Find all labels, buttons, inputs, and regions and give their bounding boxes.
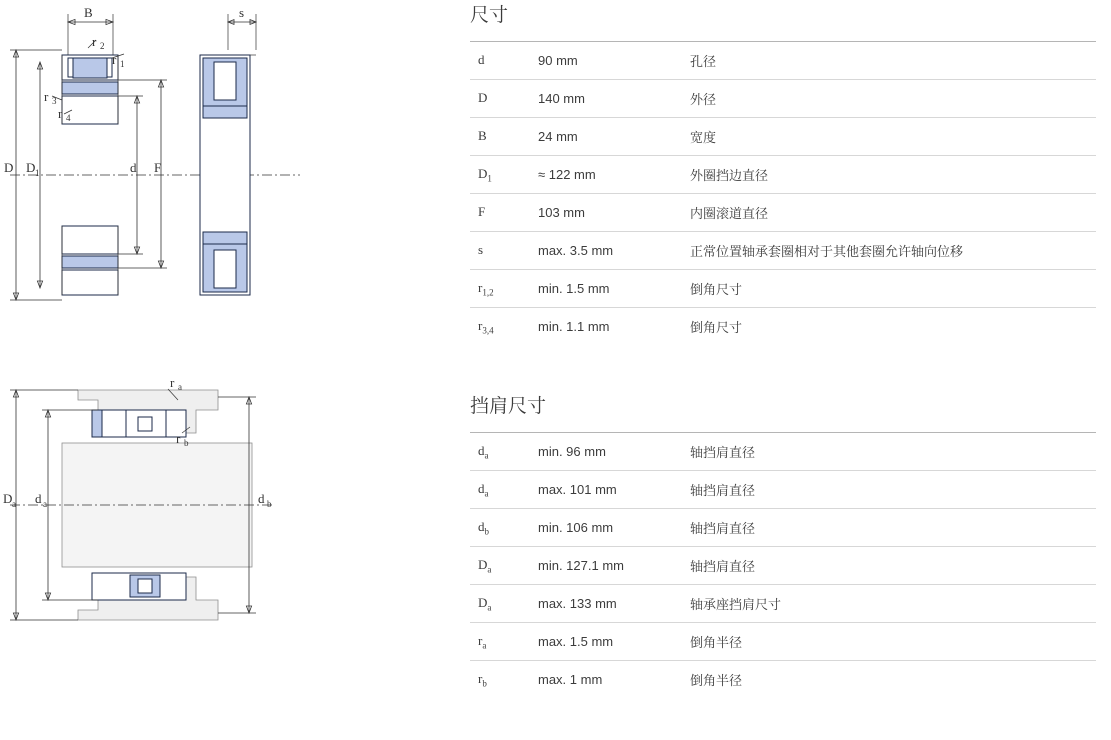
symbol-text: d: [478, 519, 485, 534]
label-r1: r: [112, 52, 117, 67]
symbol-subscript: a: [487, 564, 491, 574]
symbol-text: r: [478, 671, 482, 686]
symbol-text: d: [478, 52, 485, 67]
specifications-column: [470, 0, 1100, 740]
row-value: max. 1.5 mm: [538, 623, 690, 661]
row-value: 90 mm: [538, 42, 690, 80]
symbol-text: B: [478, 128, 487, 143]
table-row: [470, 270, 1096, 308]
row-symbol: [470, 118, 538, 156]
section-dimensions: [470, 0, 1100, 345]
row-value: ≈ 122 mm: [538, 156, 690, 194]
table-row: [470, 433, 1096, 471]
abutment-table: [470, 432, 1096, 698]
row-symbol: [470, 585, 538, 623]
symbol-subscript: 1: [487, 173, 492, 183]
row-description: 倒角半径: [690, 661, 1096, 699]
symbol-subscript: a: [487, 602, 491, 612]
label-B: B: [84, 5, 93, 20]
symbol-subscript: b: [482, 678, 487, 688]
table-row: [470, 308, 1096, 346]
symbol-text: s: [478, 242, 483, 257]
row-description: 正常位置轴承套圈相对于其他套圈允许轴向位移: [690, 232, 1096, 270]
label-d: d: [130, 160, 137, 175]
label-rb: r: [176, 431, 181, 446]
row-value: min. 127.1 mm: [538, 547, 690, 585]
row-description: 倒角尺寸: [690, 270, 1096, 308]
dimensions-table: [470, 41, 1096, 345]
label-F: F: [154, 160, 161, 175]
row-value: min. 1.1 mm: [538, 308, 690, 346]
row-description: 轴承座挡肩尺寸: [690, 585, 1096, 623]
label-da-sub: a: [43, 499, 47, 509]
row-description: 孔径: [690, 42, 1096, 80]
label-ra: r: [170, 375, 175, 390]
row-symbol: [470, 232, 538, 270]
label-r2-sub: 2: [100, 41, 105, 51]
row-value: max. 1 mm: [538, 661, 690, 699]
row-value: 24 mm: [538, 118, 690, 156]
label-r4-sub: 4: [66, 113, 71, 123]
symbol-text: D: [478, 595, 487, 610]
section-abutment-dimensions: [470, 391, 1100, 698]
row-symbol: [470, 623, 538, 661]
row-symbol: [470, 270, 538, 308]
symbol-text: d: [478, 443, 485, 458]
row-value: min. 96 mm: [538, 433, 690, 471]
table-row: [470, 547, 1096, 585]
row-value: max. 101 mm: [538, 471, 690, 509]
symbol-text: D: [478, 166, 487, 181]
table-row: [470, 661, 1096, 699]
row-description: 倒角半径: [690, 623, 1096, 661]
row-value: max. 3.5 mm: [538, 232, 690, 270]
symbol-text: D: [478, 90, 487, 105]
label-Da-sub: a: [12, 499, 16, 509]
table-row: [470, 471, 1096, 509]
row-value: min. 1.5 mm: [538, 270, 690, 308]
row-description: 轴挡肩直径: [690, 547, 1096, 585]
drawings-column: [0, 0, 440, 663]
symbol-subscript: 1,2: [482, 287, 493, 297]
row-description: 倒角尺寸: [690, 308, 1096, 346]
label-rb-sub: b: [184, 438, 189, 448]
row-description: 轴挡肩直径: [690, 509, 1096, 547]
label-db: d: [258, 491, 265, 506]
symbol-subscript: a: [485, 488, 489, 498]
table-row: [470, 623, 1096, 661]
symbol-subscript: b: [485, 526, 490, 536]
symbol-text: r: [478, 280, 482, 295]
label-ra-sub: a: [178, 382, 182, 392]
label-D: D: [4, 160, 13, 175]
label-D1: D: [26, 160, 35, 175]
table-row: [470, 585, 1096, 623]
row-symbol: [470, 194, 538, 232]
bearing-cross-section-drawing: [0, 0, 440, 330]
label-r3-sub: 3: [52, 96, 57, 106]
bearing-abutment-drawing: [0, 355, 440, 655]
label-D1-sub: 1: [35, 168, 40, 178]
row-value: 103 mm: [538, 194, 690, 232]
section-title-abutment: 挡肩尺寸: [470, 391, 1100, 418]
table-row: [470, 80, 1096, 118]
table-row: [470, 194, 1096, 232]
symbol-subscript: a: [482, 640, 486, 650]
label-r1-sub: 1: [120, 59, 125, 69]
label-Da: D: [3, 491, 12, 506]
label-r3: r: [44, 89, 49, 104]
label-s: s: [239, 5, 244, 20]
row-description: 外圈挡边直径: [690, 156, 1096, 194]
row-symbol: [470, 547, 538, 585]
row-description: 宽度: [690, 118, 1096, 156]
row-description: 外径: [690, 80, 1096, 118]
symbol-subscript: a: [485, 450, 489, 460]
label-r4: r: [58, 106, 63, 121]
table-row: [470, 118, 1096, 156]
symbol-text: r: [478, 633, 482, 648]
row-symbol: [470, 42, 538, 80]
label-r2: r: [92, 34, 97, 49]
row-value: 140 mm: [538, 80, 690, 118]
row-description: 轴挡肩直径: [690, 471, 1096, 509]
row-symbol: [470, 471, 538, 509]
row-symbol: [470, 156, 538, 194]
row-symbol: [470, 661, 538, 699]
row-description: 轴挡肩直径: [690, 433, 1096, 471]
table-row: [470, 232, 1096, 270]
label-db-sub: b: [267, 499, 272, 509]
symbol-text: d: [478, 481, 485, 496]
section-title-dimensions: 尺寸: [470, 0, 1100, 27]
symbol-text: D: [478, 557, 487, 572]
label-da: d: [35, 491, 42, 506]
row-symbol: [470, 433, 538, 471]
symbol-subscript: 3,4: [482, 325, 493, 335]
row-symbol: [470, 509, 538, 547]
row-value: max. 133 mm: [538, 585, 690, 623]
table-row: [470, 156, 1096, 194]
symbol-text: r: [478, 318, 482, 333]
symbol-text: F: [478, 204, 485, 219]
row-value: min. 106 mm: [538, 509, 690, 547]
table-row: [470, 42, 1096, 80]
row-symbol: [470, 80, 538, 118]
table-row: [470, 509, 1096, 547]
row-description: 内圈滚道直径: [690, 194, 1096, 232]
row-symbol: [470, 308, 538, 346]
